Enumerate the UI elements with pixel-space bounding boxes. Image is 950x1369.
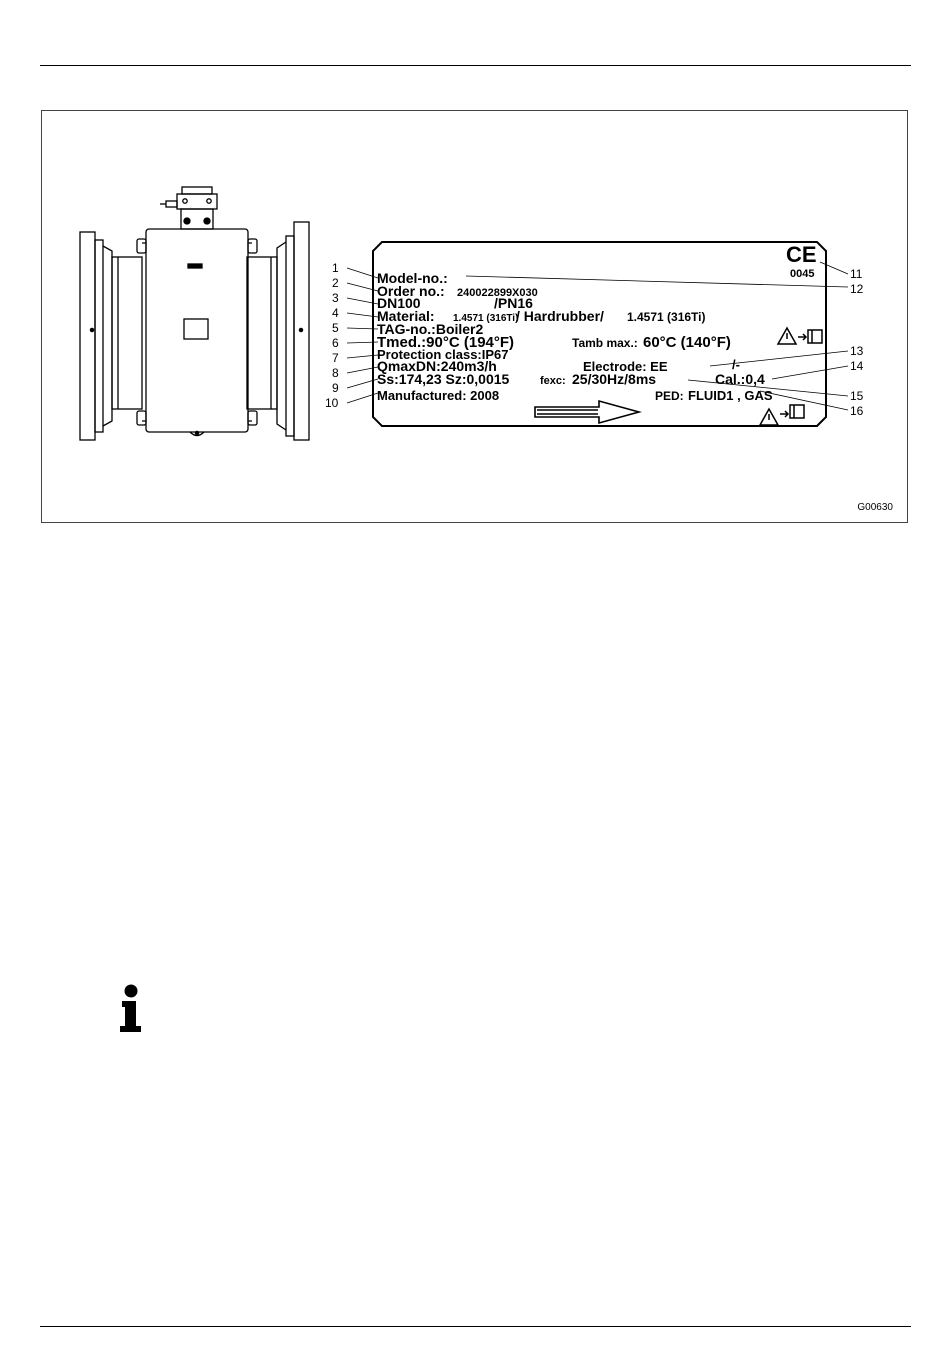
callout-3: 3 xyxy=(332,291,339,305)
tmed-line: Tmed.:90°C (194°F) xyxy=(377,334,515,351)
callout-7: 7 xyxy=(332,351,339,365)
callout-numbers-right xyxy=(850,267,864,418)
tag-line: TAG-no.:Boiler2 xyxy=(377,321,484,337)
material-label: Material: xyxy=(377,308,435,324)
footer-rule xyxy=(40,1326,911,1327)
callout-11: 11 xyxy=(850,267,863,281)
ce-mark: CE xyxy=(786,242,817,267)
nameplate-text xyxy=(377,242,817,403)
qmax-line: QmaxDN:240m3/h xyxy=(377,358,497,374)
callout-16: 16 xyxy=(850,404,864,418)
electrode-line: Electrode: EE xyxy=(583,359,668,374)
fexc-value: 25/30Hz/8ms xyxy=(572,371,657,387)
tamb-value: 60°C (140°F) xyxy=(643,334,731,351)
nameplate-figure xyxy=(42,111,909,524)
flowmeter-drawing xyxy=(80,187,309,440)
electrode-slash: /- xyxy=(732,357,740,372)
ss-line: Ss:174,23 Sz:0,0015 xyxy=(377,371,510,387)
callout-2: 2 xyxy=(332,276,339,290)
callout-numbers-left xyxy=(325,261,339,410)
dn-line: DN100 xyxy=(377,295,421,311)
callout-15: 15 xyxy=(850,389,864,403)
protection-line: Protection class:IP67 xyxy=(377,347,509,362)
tamb-label: Tamb max.: xyxy=(572,336,638,350)
callout-1: 1 xyxy=(332,261,339,275)
flow-direction-arrow-icon xyxy=(535,401,639,423)
info-icon xyxy=(112,982,152,1034)
manufactured-line: Manufactured: 2008 xyxy=(377,388,500,403)
pn-line: /PN16 xyxy=(494,295,533,311)
warning-manual-icon xyxy=(778,328,822,344)
order-value: 240022899X030 xyxy=(457,287,538,299)
material-small: 1.4571 (316Ti) xyxy=(453,313,519,324)
model-label: Model-no.: xyxy=(377,270,448,286)
cal-line: Cal.:0,4 xyxy=(715,371,765,387)
callout-4: 4 xyxy=(332,306,339,320)
ped-value: FLUID1 , GAS xyxy=(688,388,773,403)
callout-5: 5 xyxy=(332,321,339,335)
callout-13: 13 xyxy=(850,344,864,358)
fexc-label: fexc: xyxy=(540,375,566,387)
ped-label: PED: xyxy=(655,389,684,403)
callout-12: 12 xyxy=(850,282,864,296)
material-rest: / Hardrubber/ xyxy=(516,308,604,324)
callout-10: 10 xyxy=(325,396,339,410)
callout-8: 8 xyxy=(332,366,339,380)
header-rule xyxy=(40,65,911,66)
figure-frame xyxy=(41,110,908,523)
callout-6: 6 xyxy=(332,336,339,350)
material-small-2: 1.4571 (316Ti) xyxy=(627,310,706,324)
figure-id: G00630 xyxy=(857,502,893,513)
callout-9: 9 xyxy=(332,381,339,395)
callout-14: 14 xyxy=(850,359,864,373)
warning-manual-icon-2 xyxy=(760,405,804,425)
ce-number: 0045 xyxy=(790,268,815,280)
order-label: Order no.: xyxy=(377,283,445,299)
